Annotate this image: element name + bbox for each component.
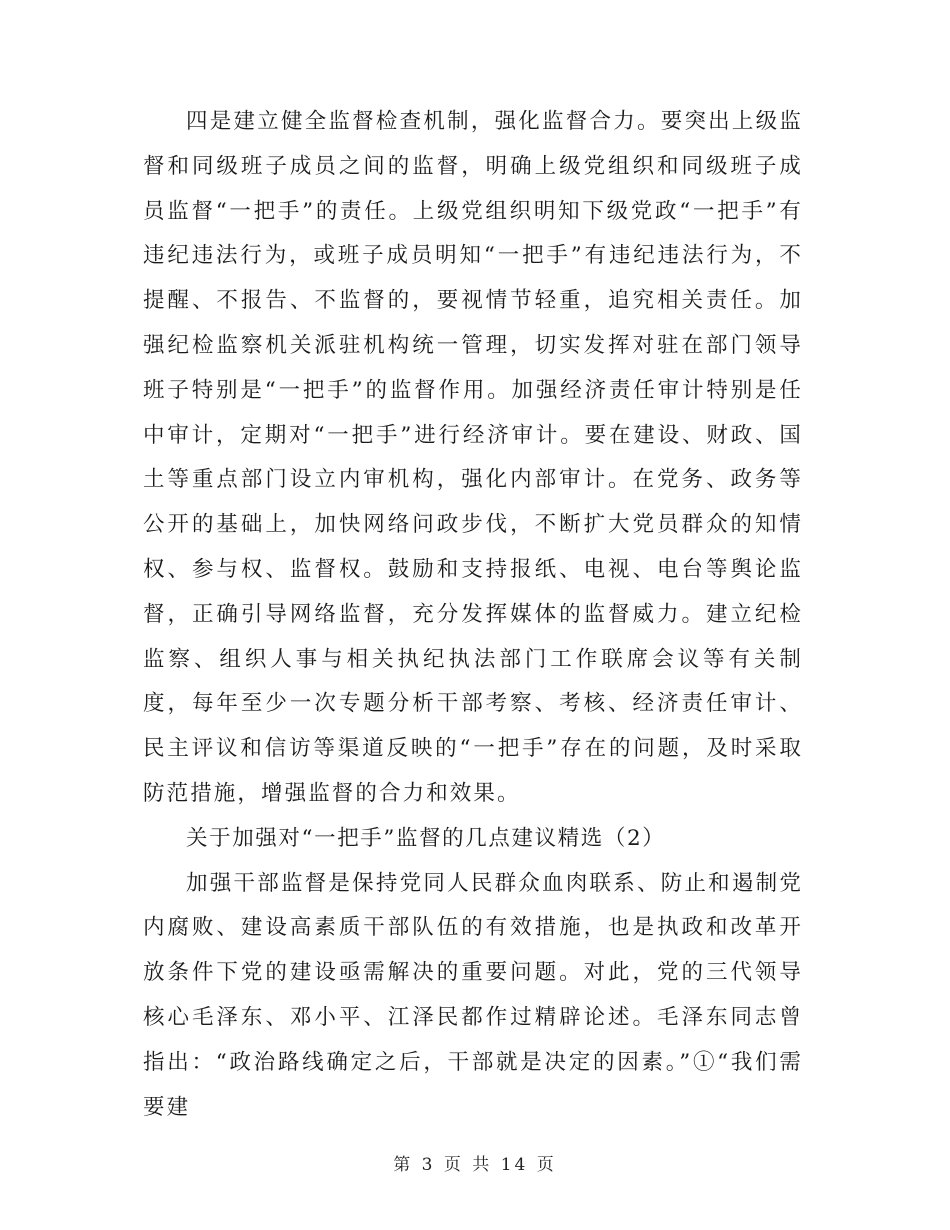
page-number-footer: 第 3 页 共 14 页 [393, 1155, 557, 1175]
paragraph-supervision-mechanism: 四是建立健全监督检查机制，强化监督合力。要突出上级监督和同级班子成员之间的监督，明确上级党组织和同级班子成员监督“一把手”的责任。上级党组织明知下级党政“一把手”有违纪违法行为，或班子成员明知“一把手”有违纪违法行为，不提醒、不报告、不监督的，要视情节轻重，追究相关责任。加强纪检监察机关派驻机构统一管理，切实发挥对驻在部门领导班子特别是“一把手”的监督作用。加强经济责任审计特别是任中审计，定期对“一把手”进行经济审计。要在建设、财政、国土等重点部门设立内审机构，强化内部审计。在党务、政务等公开的基础上，加快网络问政步伐，不断扩大党员群众的知情权、参与权、监督权。鼓励和支持报纸、电视、电台等舆论监督，正确引导网络监督，充分发挥媒体的监督威力。建立纪检监察、组织人事与相关执纪执法部门工作联席会议等有关制度，每年至少一次专题分析干部考察、考核、经济责任审计、民主评议和信访等渠道反映的“一把手”存在的问题，及时采取防范措施，增强监督的合力和效果。 [143, 109, 803, 806]
section-heading: 关于加强对“一把手”监督的几点建议精选（2） [186, 825, 666, 851]
document-body [143, 100, 803, 1130]
paragraph-cadre-supervision: 加强干部监督是保持党同人民群众血肉联系、防止和遏制党内腐败、建设高素质干部队伍的有效措施，也是执政和改革开放条件下党的建设亟需解决的重要问题。对此，党的三代领导核心毛泽东、邓小平、江泽民都作过精辟论述。毛泽东同志曾指出：“政治路线确定之后，干部就是决定的因素。”①“我们需要建 [143, 870, 803, 1120]
